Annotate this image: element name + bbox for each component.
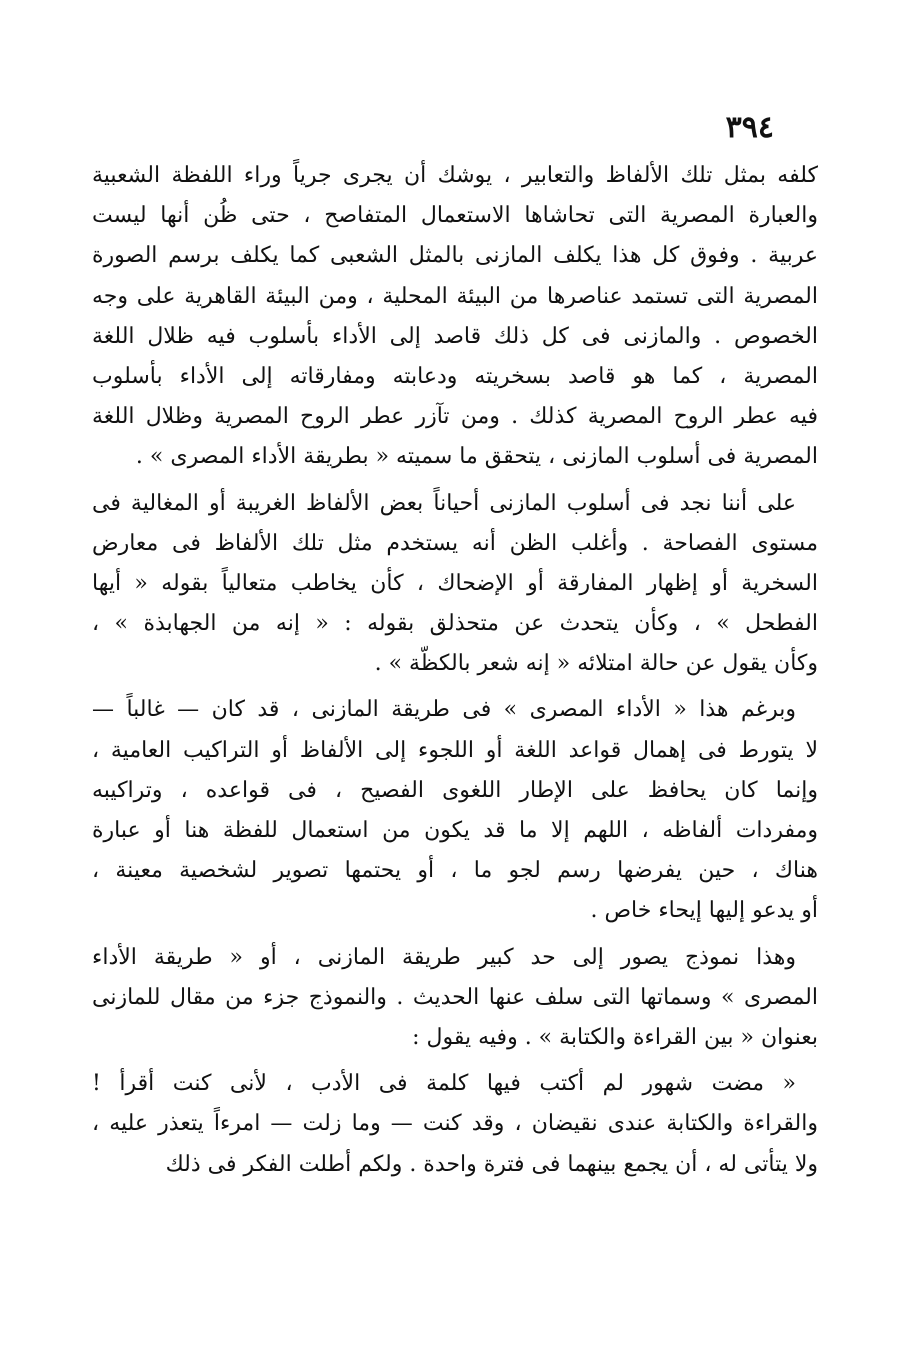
- page-number: ٣٩٤: [725, 110, 774, 145]
- text-line: بعنوان « بين القراءة والكتابة » . وفيه يقول :: [412, 1024, 818, 1050]
- text-line: وكأن يقول عن حالة امتلائه « إنه شعر بالكظّة » .: [374, 651, 818, 677]
- body-text: [92, 156, 818, 1185]
- text-line: المصرى » وسماتها التى سلف عنها الحديث . والنموذج جزء من مقال للمازنى: [92, 984, 818, 1010]
- text-line: والقراءة والكتابة عندى نقيضان ، وقد كنت — وما زلت — امرءاً يتعذر عليه ،: [92, 1111, 818, 1137]
- text-line: مستوى الفصاحة . وأغلب الظن أنه يستخدم مثل تلك الألفاظ فى معارض: [92, 530, 818, 556]
- text-line: وبرغم هذا « الأداء المصرى » فى طريقة المازنى ، قد كان — غالباً —: [92, 697, 796, 723]
- paragraph: [92, 1064, 818, 1185]
- text-line: ومفردات ألفاظه ، اللهم إلا ما قد يكون من استعمال للفظة هنا أو عبارة: [92, 818, 818, 843]
- paragraph: [92, 156, 818, 478]
- text-line: المصرية فى أسلوب المازنى ، يتحقق ما سميته « بطريقة الأداء المصرى » .: [135, 444, 818, 470]
- text-line: فيه عطر الروح المصرية كذلك . ومن تآزر عطر الروح المصرية وظلال اللغة: [92, 404, 818, 430]
- text-line: السخرية أو إظهار المفارقة أو الإضحاك ، كأن يخاطب متعالياً بقوله « أيها: [92, 570, 818, 596]
- paragraph: [92, 938, 818, 1059]
- text-line: المصرية ، كما هو قاصد بسخريته ودعابته ومفارقاته إلى الأداء بأسلوب: [92, 363, 818, 389]
- paragraph: [92, 484, 818, 685]
- text-line: على أننا نجد فى أسلوب المازنى أحياناً بعض الألفاظ الغريبة أو المغالية فى: [92, 490, 796, 516]
- text-line: الفطحل » ، وكأن يتحدث عن متحذلق بقوله : « إنه من الجهابذة » ،: [92, 611, 818, 637]
- paragraph: [92, 690, 818, 931]
- text-line: « مضت شهور لم أكتب فيها كلمة فى الأدب ، لأنى كنت أقرأ !: [92, 1071, 796, 1097]
- text-line: عربية . وفوق كل هذا يكلف المازنى بالمثل الشعبى كما يكلف برسم الصورة: [92, 243, 818, 269]
- text-line: وهذا نموذج يصور إلى حد كبير طريقة المازنى ، أو « طريقة الأداء: [92, 944, 796, 970]
- text-line: أو يدعو إليها إيحاء خاص .: [590, 898, 818, 924]
- text-line: والعبارة المصرية التى تحاشاها الاستعمال المتفاصح ، حتى ظُن أنها ليست: [92, 203, 818, 229]
- text-line: وإنما كان يحافظ على الإطار اللغوى الفصيح ، فى قواعده ، وتراكيبه: [92, 777, 818, 803]
- text-line: المصرية التى تستمد عناصرها من البيئة المحلية ، ومن البيئة القاهرية على وجه: [92, 283, 818, 309]
- text-line: ولا يتأتى له ، أن يجمع بينهما فى فترة واحدة . ولكم أطلت الفكر فى ذلك: [165, 1151, 818, 1177]
- text-line: هناك ، حين يفرضها رسم لجو ما ، أو يحتمها تصوير لشخصية معينة ،: [92, 858, 818, 884]
- text-line: لا يتورط فى إهمال قواعد اللغة أو اللجوء إلى الألفاظ أو التراكيب العامية ،: [92, 737, 818, 763]
- text-line: الخصوص . والمازنى فى كل ذلك قاصد إلى الأداء بأسلوب فيه ظلال اللغة: [92, 323, 818, 349]
- text-line: كلفه بمثل تلك الألفاظ والتعابير ، يوشك أن يجرى جرياً وراء اللفظة الشعبية: [92, 163, 818, 188]
